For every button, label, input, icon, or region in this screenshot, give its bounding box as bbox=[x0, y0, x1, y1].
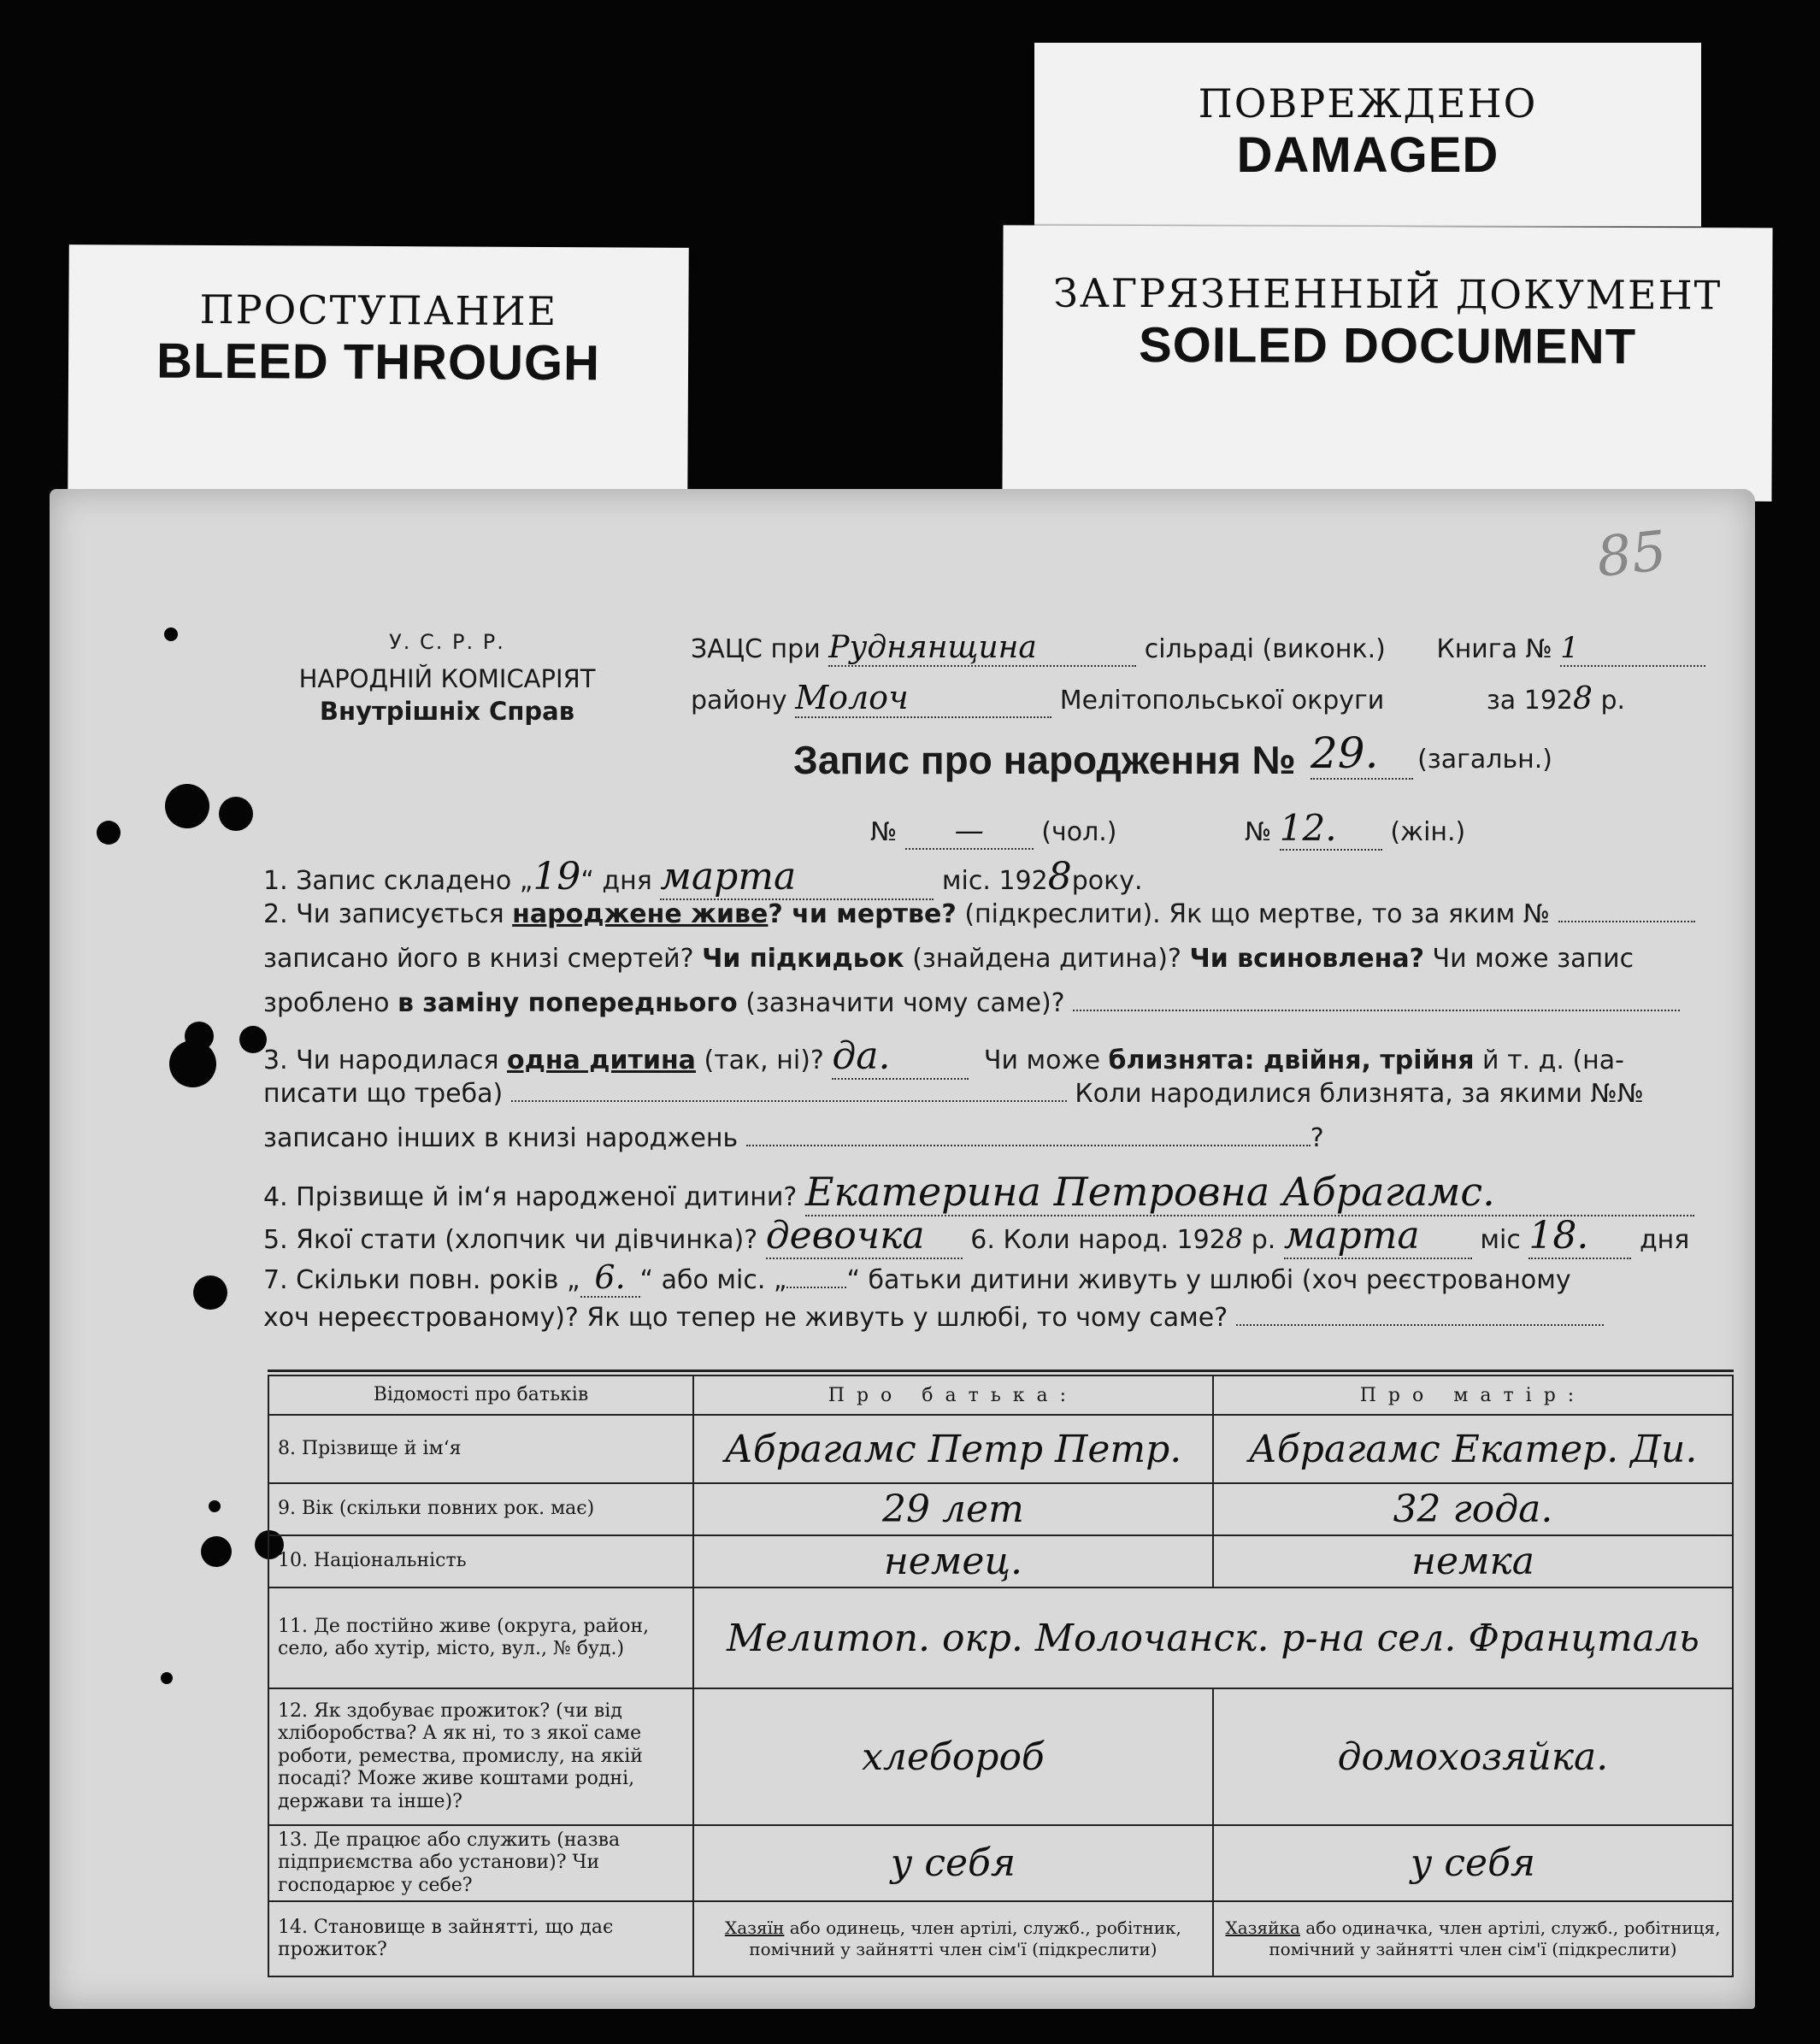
record-year: 8 bbox=[1047, 855, 1072, 898]
father-name: Абрагамс Петр Петр. bbox=[693, 1415, 1213, 1483]
punch-hole bbox=[209, 1500, 221, 1512]
child-sex: девочка bbox=[765, 1214, 925, 1258]
table-row: 8. Прізвище й ім‘я Абрагамс Петр Петр. Абрагамс Екатер. Ди. bbox=[268, 1415, 1733, 1483]
table-row: 9. Вік (скільки повних рок. має) 29 лет 32 года. bbox=[268, 1483, 1733, 1535]
table-row: 10. Національність немец. немка bbox=[268, 1535, 1733, 1587]
soiled-en: SOILED DOCUMENT bbox=[1138, 316, 1637, 375]
mother-name: Абрагамс Екатер. Ди. bbox=[1213, 1415, 1733, 1483]
mother-workplace: у себя bbox=[1213, 1825, 1733, 1901]
birth-day: 18. bbox=[1528, 1214, 1589, 1258]
damaged-ru: ПОВРЕЖДЕНО bbox=[1198, 80, 1538, 127]
item-7-line-1: 7. Скільки повн. років „ 6. “ або міс. „ “ батьки дитини живуть у шлюбі (хоч реєстрованому bbox=[263, 1258, 1571, 1296]
record-title: Запис про народження № bbox=[793, 738, 1296, 782]
col-info-header: Відомості про батьків bbox=[268, 1375, 693, 1415]
soiled-ru: ЗАГРЯЗНЕННЫЙ ДОКУМЕНТ bbox=[1053, 269, 1723, 319]
col-father-header: Про батька: bbox=[693, 1375, 1213, 1415]
birth-record-page: 85 У. С. Р. Р. НАРОДНІЙ КОМІСАРІЯТ Внутрішніх Справ ЗАЦС при Руднянщина сільраді (виконк.) Книга № 1 району Молоч Мелітопольської округи за 1928 р. Запис про народження № 29. (загальн.) № — (чол.) № 12. (жін.) 1. Запис складено „19“ дня марта міс. 1928року. 2. Чи записується народжене живе? чи мертве? (підкреслити). Як що мертве, то за яким № записано його в книзі смертей? Чи підкидьок (знайдена дитина)? Чи всиновлена? Чи може запис зроблено в заміну попереднього (зазначити чому саме)? 3. Чи народилася одна дитина (так, ні)? да. Чи може близнята: двійня, трійня й т. д. (на- писати що треба) Коли народилися близнята, за якими №№ записано інших в книзі народжень ? 4. Прізвище й ім‘я народженої дитини? Екатерина Петровна Абрагамс. 5. Якої стати (хлопчик чи дівчинка)? девочка 6. Коли народ. 1928 р. марта міс 18. дня 7. Скільки повн. років „ 6. “ або міс. „ “ батьки дитини живуть у шлюбі (хоч реєстрованому хоч нереєстрованому)? Як що тепер не живуть у шлюбі, то чому саме? Відомості про батьків Про батька: Про матір: 8. Прізвище й ім‘я Абрагамс Петр Петр. Абрагамс Екатер. Ди. 9. Вік (скільки повних рок. має) 29 лет 32 года. 10. Національність немец. немка 11. Де постійно живе (округа, район, село, або хутір, місто, вул., № буд.) Мелитоп. окр. Молочанск. р-на сел. Францталь 12. Як здобуває прожиток? (чи від хліборобства? А як ні, то з якої саме роботи, ремества, промислу, на якій посаді? Може живе коштами родні, держави та інше)? хлебороб домохозяйка. 13. Де працює або служить (назва підприємства або установи)? Чи господарює у себе? у себя у себя 14. Становище в зайнятті, що дає прожиток? Хазяїн або одинець, член артілі, служб., робітник, помічний у зайнятті член сім'ї (підкреслити) Хазяйка або одиначка, член артілі, служб., робітниця, помічний у зайнятті член сім'ї (підкреслити) bbox=[50, 489, 1755, 2009]
father-occupation: хлебороб bbox=[693, 1688, 1213, 1825]
punch-hole bbox=[161, 1672, 173, 1684]
punch-hole bbox=[97, 821, 121, 845]
father-age: 29 лет bbox=[693, 1483, 1213, 1535]
soiled-document-label bbox=[1002, 225, 1772, 501]
punch-hole bbox=[185, 1022, 214, 1051]
item-1: 1. Запис складено „19“ дня марта міс. 1928року. bbox=[263, 855, 1143, 898]
bleed-through-label bbox=[68, 244, 689, 504]
punch-hole bbox=[164, 627, 178, 641]
punch-hole bbox=[165, 784, 209, 828]
damaged-label bbox=[1034, 43, 1701, 227]
damaged-en: DAMAGED bbox=[1236, 127, 1499, 183]
table-row: 14. Становище в зайнятті, що дає прожиток? Хазяїн або одинець, член артілі, служб., робітник, помічний у зайнятті член сім'ї (підкреслити) Хазяйка або одиначка, член артілі, служб., робітниця, помічний у зайнятті член сім'ї (підкреслити) bbox=[268, 1901, 1733, 1976]
mother-nationality: немка bbox=[1213, 1535, 1733, 1587]
org-line-3: Внутрішніх Справ bbox=[319, 697, 575, 726]
punch-hole bbox=[193, 1275, 227, 1310]
org-line-1: У. С. Р. Р. bbox=[389, 630, 505, 654]
birth-year: 8 bbox=[1225, 1222, 1244, 1255]
item-3-line-2: писати що треба) Коли народилися близнята, за якими №№ bbox=[263, 1079, 1644, 1109]
item-3-line-3: записано інших в книзі народжень ? bbox=[263, 1123, 1324, 1153]
single-child-answer: да. bbox=[832, 1034, 891, 1078]
book-value: 1 bbox=[1560, 631, 1579, 665]
total-number: 29. bbox=[1311, 728, 1379, 778]
item-4: 4. Прізвище й ім‘я народженої дитини? Екатерина Петровна Абрагамс. bbox=[263, 1169, 1694, 1216]
col-mother-header: Про матір: bbox=[1213, 1375, 1733, 1415]
father-nationality: немец. bbox=[693, 1535, 1213, 1587]
gender-number-line: № — (чол.) № 12. (жін.) bbox=[870, 807, 1466, 849]
org-header bbox=[263, 630, 631, 726]
district-value: Молоч bbox=[795, 679, 909, 716]
item-2-line-2: записано його в книзі смертей? Чи підкидьок (знайдена дитина)? Чи всиновлена? Чи може запис bbox=[263, 944, 1634, 974]
item-7-line-2: хоч нереєстрованому)? Як що тепер не живуть у шлюбі, то чому саме? bbox=[263, 1303, 1604, 1333]
district-line: району Молоч Мелітопольської округи за 1928 р. bbox=[691, 679, 1626, 716]
table-row: 11. Де постійно живе (округа, район, село, або хутір, місто, вул., № буд.) Мелитоп. окр. Молочанск. р-на сел. Францталь bbox=[268, 1587, 1733, 1688]
year-value: 8 bbox=[1573, 681, 1593, 716]
item-5-6: 5. Якої стати (хлопчик чи дівчинка)? девочка 6. Коли народ. 1928 р. марта міс 18. дня bbox=[263, 1214, 1690, 1258]
female-number: 12. bbox=[1279, 807, 1337, 849]
record-month: марта bbox=[660, 855, 797, 898]
father-status: Хазяїн або одинець, член артілі, служб., робітник, помічний у зайнятті член сім'ї (підкреслити) bbox=[693, 1901, 1213, 1976]
marriage-years: 6. bbox=[594, 1258, 626, 1296]
mother-status: Хазяйка або одиначка, член артілі, служб., робітниця, помічний у зайнятті член сім'ї (підкреслити) bbox=[1213, 1901, 1733, 1976]
mother-occupation: домохозяйка. bbox=[1213, 1688, 1733, 1825]
org-line-2: НАРОДНІЙ КОМІСАРІЯТ bbox=[298, 664, 596, 693]
alive-option: народжене живе bbox=[512, 899, 769, 929]
male-number: — bbox=[954, 814, 984, 848]
zags-line: ЗАЦС при Руднянщина сільраді (виконк.) Книга № 1 bbox=[691, 630, 1705, 667]
father-workplace: у себя bbox=[693, 1825, 1213, 1901]
bleed-through-en: BLEED THROUGH bbox=[156, 333, 601, 392]
table-row: 13. Де працює або служить (назва підприємства або установи)? Чи господарює у себе? у себя у себя bbox=[268, 1825, 1733, 1901]
parents-table bbox=[268, 1375, 1734, 1977]
child-name: Екатерина Петровна Абрагамс. bbox=[804, 1169, 1495, 1215]
item-2-line-1: 2. Чи записується народжене живе? чи мертве? (підкреслити). Як що мертве, то за яким № bbox=[263, 899, 1695, 929]
page-number: 85 bbox=[1593, 519, 1670, 591]
item-2-line-3: зроблено в заміну попереднього (зазначити чому саме)? bbox=[263, 988, 1680, 1018]
bleed-through-ru: ПРОСТУПАНИЕ bbox=[199, 286, 558, 335]
table-row: 12. Як здобуває прожиток? (чи від хліборобства? А як ні, то з якої саме роботи, ремества, промислу, на якій посаді? Може живе коштами родні, держави та інше)? хлебороб домохозяйка. bbox=[268, 1688, 1733, 1825]
record-title-line bbox=[793, 737, 1296, 783]
record-day: 19 bbox=[533, 855, 581, 898]
mother-age: 32 года. bbox=[1213, 1483, 1733, 1535]
birth-month: марта bbox=[1283, 1214, 1420, 1258]
zags-value: Руднянщина bbox=[828, 630, 1037, 665]
punch-hole bbox=[201, 1536, 232, 1567]
residence: Мелитоп. окр. Молочанск. р-на сел. Францталь bbox=[693, 1587, 1733, 1688]
punch-hole bbox=[219, 797, 253, 831]
item-3-line-1: 3. Чи народилася одна дитина (так, ні)? да. Чи може близнята: двійня, трійня й т. д. (на- bbox=[263, 1034, 1624, 1078]
